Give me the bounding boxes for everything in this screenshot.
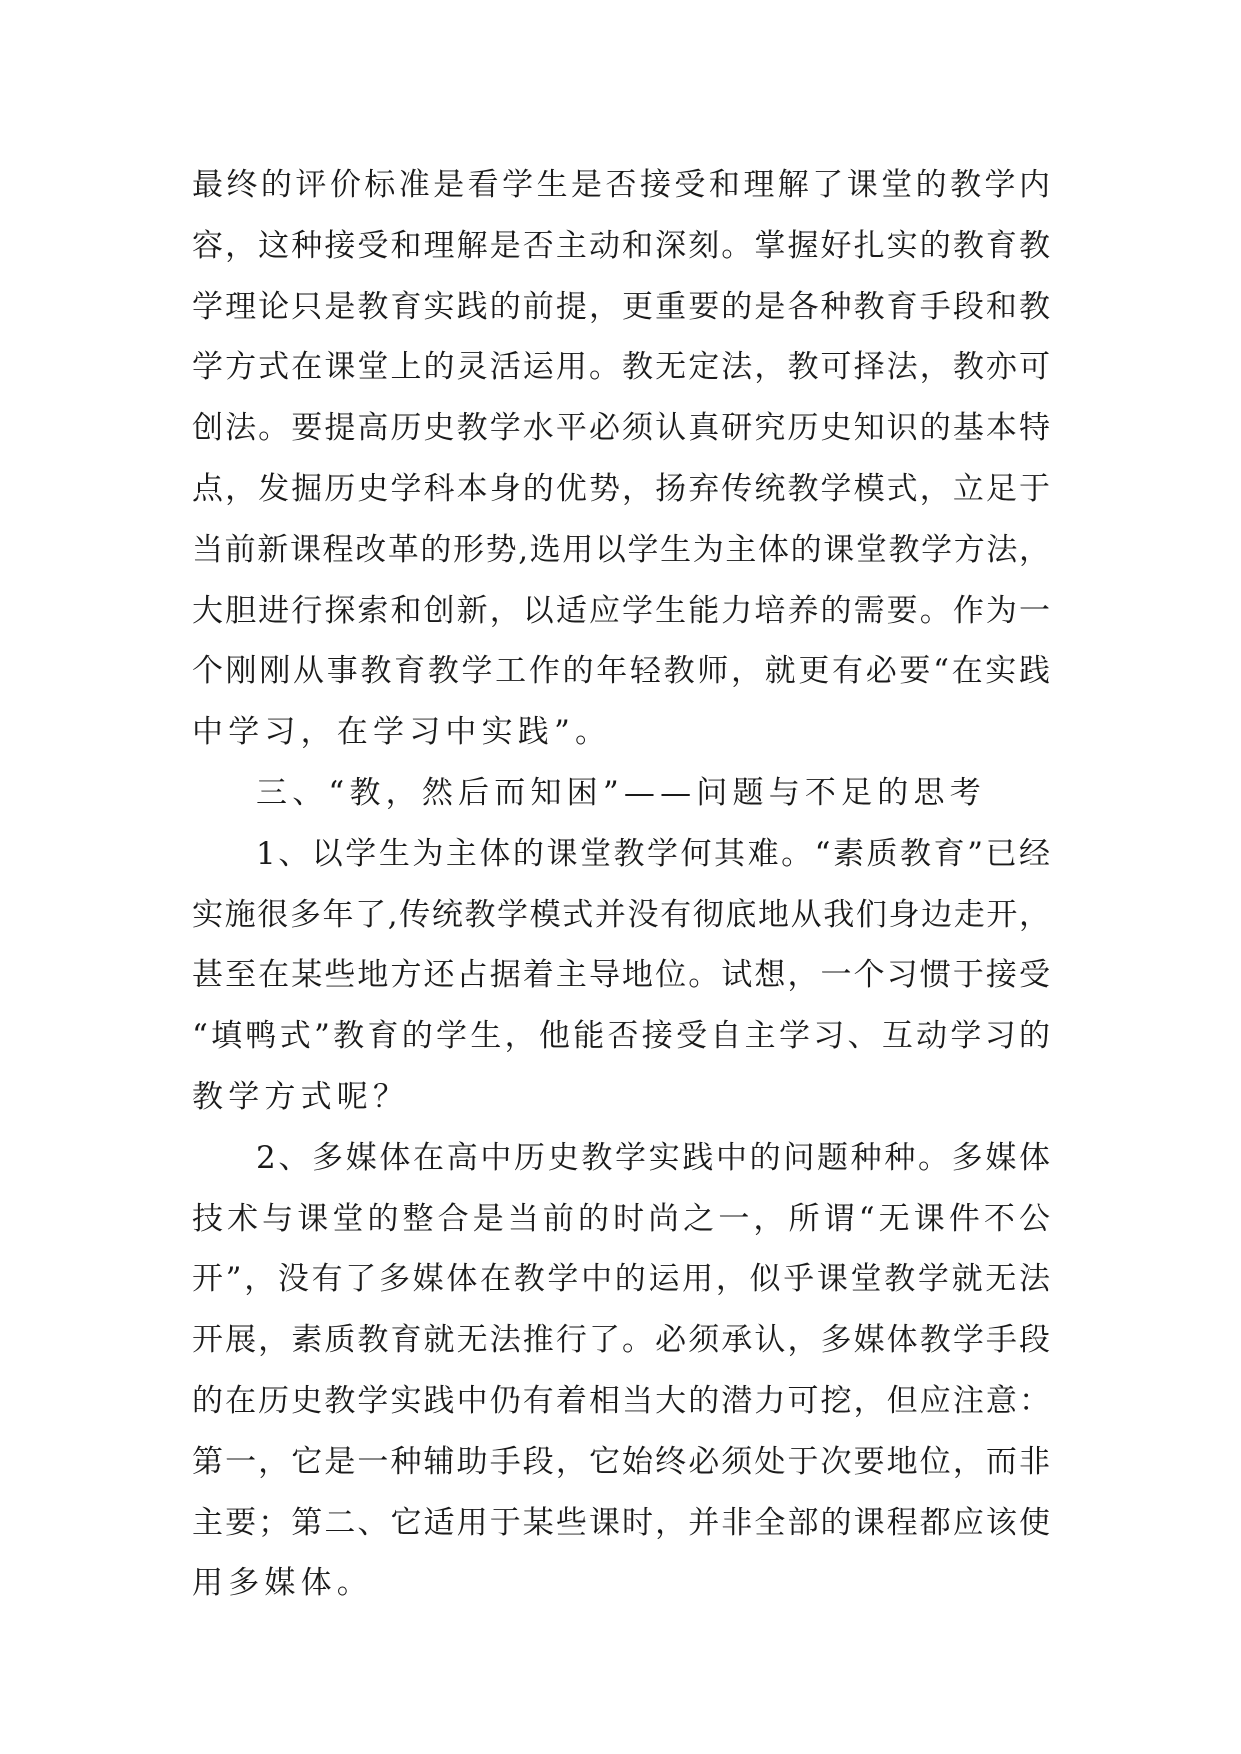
text-line: 当前新课程改革的形势,选用以学生为主体的课堂教学方法， bbox=[192, 531, 1050, 568]
text-line: 教学方式呢？ bbox=[192, 1078, 410, 1115]
text-line: 开”，没有了多媒体在教学中的运用，似乎课堂教学就无法 bbox=[192, 1261, 1050, 1298]
text-line: 第一，它是一种辅助手段，它始终必须处于次要地位，而非 bbox=[192, 1443, 1050, 1480]
text-line: “填鸭式”教育的学生，他能否接受自主学习、互动学习的 bbox=[192, 1018, 1050, 1055]
text-line: 主要；第二、它适用于某些课时，并非全部的课程都应该使 bbox=[192, 1504, 1050, 1541]
text-line: 1、以学生为主体的课堂教学何其难。“素质教育”已经 bbox=[256, 835, 1050, 872]
text-line: 用多媒体。 bbox=[192, 1565, 373, 1602]
text-line: 技术与课堂的整合是当前的时尚之一，所谓“无课件不公 bbox=[192, 1200, 1050, 1237]
text-line: 2、多媒体在高中历史教学实践中的问题种种。多媒体 bbox=[256, 1139, 1050, 1176]
text-line: 创法。要提高历史教学水平必须认真研究历史知识的基本特 bbox=[192, 410, 1050, 447]
text-line: 甚至在某些地方还占据着主导地位。试想，一个习惯于接受 bbox=[192, 957, 1050, 994]
text-line: 的在历史教学实践中仍有着相当大的潜力可挖，但应注意： bbox=[192, 1382, 1050, 1419]
text-line: 大胆进行探索和创新，以适应学生能力培养的需要。作为一 bbox=[192, 592, 1050, 629]
text-line: 个刚刚从事教育教学工作的年轻教师，就更有必要“在实践 bbox=[192, 653, 1050, 690]
text-line: 学理论只是教育实践的前提，更重要的是各种教育手段和教 bbox=[192, 288, 1050, 325]
text-line: 学方式在课堂上的灵活运用。教无定法，教可择法，教亦可 bbox=[192, 349, 1050, 386]
body-text bbox=[192, 155, 1050, 1614]
text-line: 最终的评价标准是看学生是否接受和理解了课堂的教学内 bbox=[192, 167, 1050, 203]
text-line: 中学习，在学习中实践”。 bbox=[192, 714, 612, 751]
section-heading: 三、“教，然后而知困”——问题与不足的思考 bbox=[256, 774, 986, 811]
text-line: 实施很多年了,传统教学模式并没有彻底地从我们身边走开， bbox=[192, 896, 1050, 933]
text-line: 容，这种接受和理解是否主动和深刻。掌握好扎实的教育教 bbox=[192, 227, 1050, 264]
text-line: 开展，素质教育就无法推行了。必须承认，多媒体教学手段 bbox=[192, 1322, 1050, 1359]
text-line: 点，发掘历史学科本身的优势，扬弃传统教学模式，立足于 bbox=[192, 470, 1050, 507]
